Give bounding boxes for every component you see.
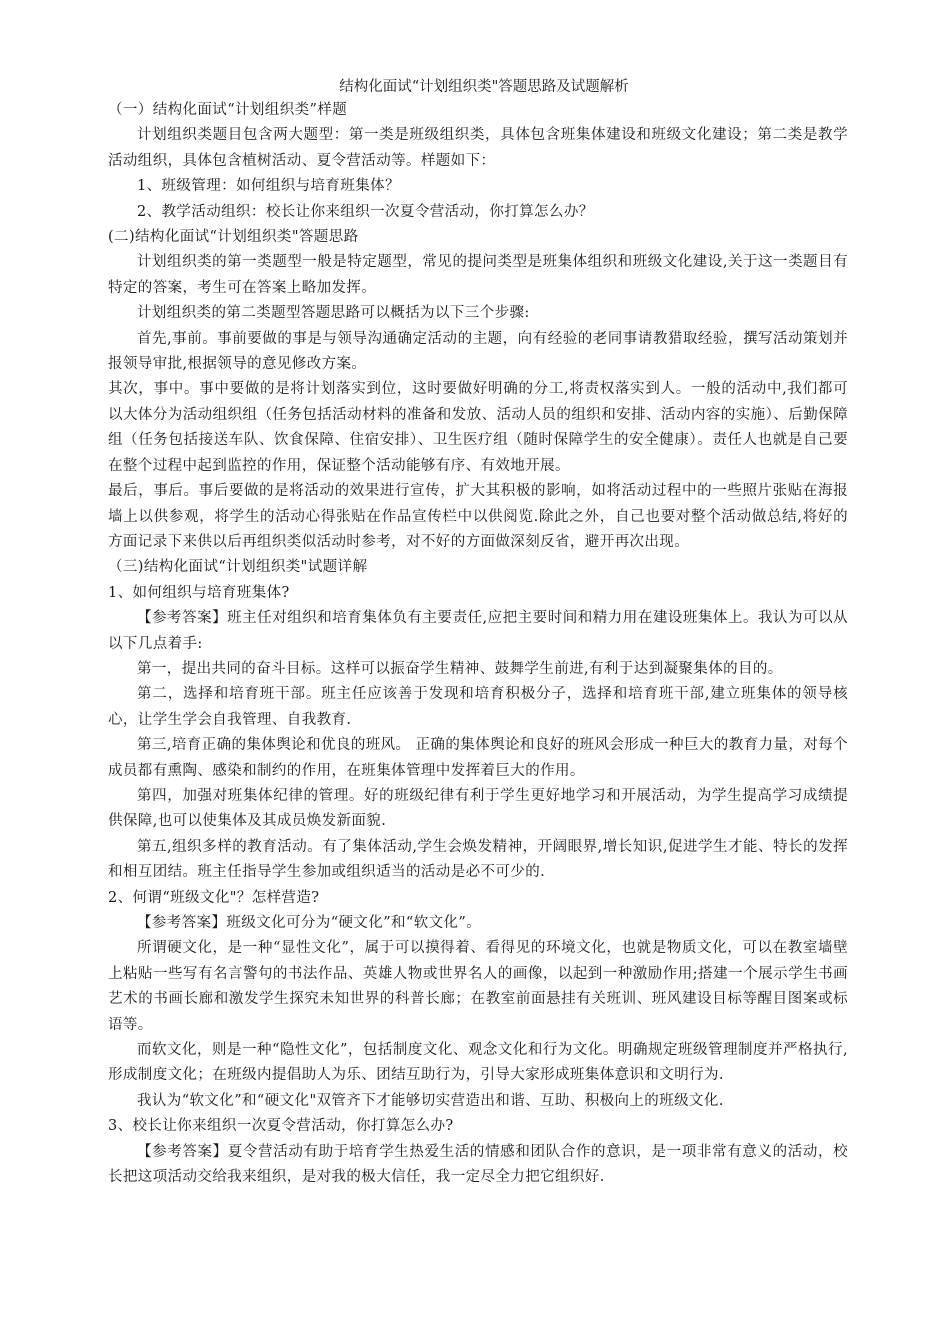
document-body — [108, 98, 848, 1190]
paragraph: 1、如何组织与培育班集体? — [108, 584, 290, 601]
paragraph: 其次，事中。事中要做的是将计划落实到位，这时要做好明确的分工,将责权落实到人。一般的活动中,我们都可以大体分为活动组织组（任务包括活动材料的准备和发放、活动人员的组织和安排、活动内容的实施）、后勤保障组（任务包括接送车队、饮食保障、住宿安排）、卫生医疗组（随时保障学生的安全健康）。责任人也就是自己要在整个过程中起到监控的作用，保证整个活动能够有序、有效地开展。 — [108, 381, 848, 474]
paragraph: （一）结构化面试“计划组织类”样题 — [108, 102, 348, 118]
paragraph: 2、教学活动组织：校长让你来组织一次夏令营活动，你打算怎么办？ — [137, 203, 594, 220]
paragraph: 首先,事前。事前要做的事是与领导沟通确定活动的主题，向有经验的老同事请教猎取经验，撰写活动策划并报领导审批,根据领导的意见修改方案。 — [108, 330, 848, 373]
paragraph: 【参考答案】班级文化可分为“硬文化”和“软文化”。 — [137, 915, 482, 931]
paragraph: 计划组织类的第二类题型答题思路可以概括为以下三个步骤: — [137, 305, 530, 322]
paragraph: 第二，选择和培育班干部。班主任应该善于发现和培育积极分子，选择和培育班干部,建立班集体的领导核心，让学生学会自我管理、自我教育. — [108, 686, 848, 728]
paragraph: 1、班级管理：如何组织与培育班集体？ — [137, 178, 400, 195]
paragraph: 计划组织类的第一类题型一般是特定题型，常见的提问类型是班集体组织和班级文化建设,关于这一类题目有特定的答案，考生可在答案上略加发挥。 — [108, 254, 848, 296]
paragraph: 2、何谓“班级文化"？怎样营造? — [108, 889, 320, 906]
paragraph: 而软文化，则是一种“隐性文化”，包括制度文化、观念文化和行为文化。明确规定班级管理制度并严格执行,形成制度文化；在班级内提倡助人为乐、团结互助行为，引导大家形成班集体意识和文明行为. — [108, 1042, 848, 1084]
paragraph: 【参考答案】夏令营活动有助于培育学生热爱生活的情感和团队合作的意识，是一项非常有意义的活动，校长把这项活动交给我来组织，是对我的极大信任，我一定尽全力把它组织好. — [108, 1143, 848, 1186]
paragraph: 计划组织类题目包含两大题型：第一类是班级组织类，具体包含班集体建设和班级文化建设；第二类是教学活动组织，具体包含植树活动、夏令营活动等。样题如下： — [108, 127, 848, 169]
paragraph: 所谓硬文化，是一种“显性文化”，属于可以摸得着、看得见的环境文化，也就是物质文化，可以在教室墙壁上粘贴一些写有名言警句的书法作品、英雄人物或世界名人的画像，以起到一种激励作用;搭建一个展示学生书画艺术的书画长廊和激发学生探究未知世界的科普长廊；在教室前面悬挂有关班训、班风建设目标等醒目图案或标语等。 — [108, 940, 848, 1033]
paragraph: 最后，事后。事后要做的是将活动的效果进行宣传，扩大其积极的影响，如将活动过程中的一些照片张贴在海报墙上以供参观，将学生的活动心得张贴在作品宣传栏中以供阅览.除此之外，自己也要对整个活动做总结,将好的方面记录下来供以后再组织类似活动时参考，对不好的方面做深刻反省，避开再次出现。 — [108, 483, 848, 550]
paragraph: (二)结构化面试“计划组织类"答题思路 — [108, 229, 359, 246]
paragraph: 第三,培育正确的集体舆论和优良的班风。 正确的集体舆论和良好的班风会形成一种巨大的教育力量，对每个成员都有熏陶、感染和制约的作用，在班集体管理中发挥着巨大的作用。 — [108, 737, 848, 779]
paragraph: 3、校长让你来组织一次夏令营活动，你打算怎么办? — [108, 1118, 454, 1135]
paragraph: 第一，提出共同的奋斗目标。这样可以振奋学生精神、鼓舞学生前进,有利于达到凝聚集体的目的。 — [137, 660, 783, 677]
paragraph: 第五,组织多样的教育活动。有了集体活动,学生会焕发精神，开阔眼界,增长知识,促进学生才能、特长的发挥和相互团结。班主任指导学生参加或组织适当的活动是必不可少的. — [108, 838, 848, 881]
document-title: 结构化面试“计划组织类"答题思路及试题解析 — [339, 79, 629, 95]
paragraph: 我认为“软文化”和“硬文化"双管齐下才能够切实营造出和谐、互助、积极向上的班级文化. — [137, 1092, 724, 1109]
paragraph: 【参考答案】班主任对组织和培育集体负有主要责任,应把主要时间和精力用在建设班集体上。我认为可以从以下几点着手: — [108, 610, 848, 652]
paragraph: （三)结构化面试“计划组织类"试题详解 — [108, 559, 368, 576]
paragraph: 第四，加强对班集体纪律的管理。好的班级纪律有利于学生更好地学习和开展活动，为学生提高学习成绩提供保障,也可以使集体及其成员焕发新面貌. — [108, 787, 848, 830]
